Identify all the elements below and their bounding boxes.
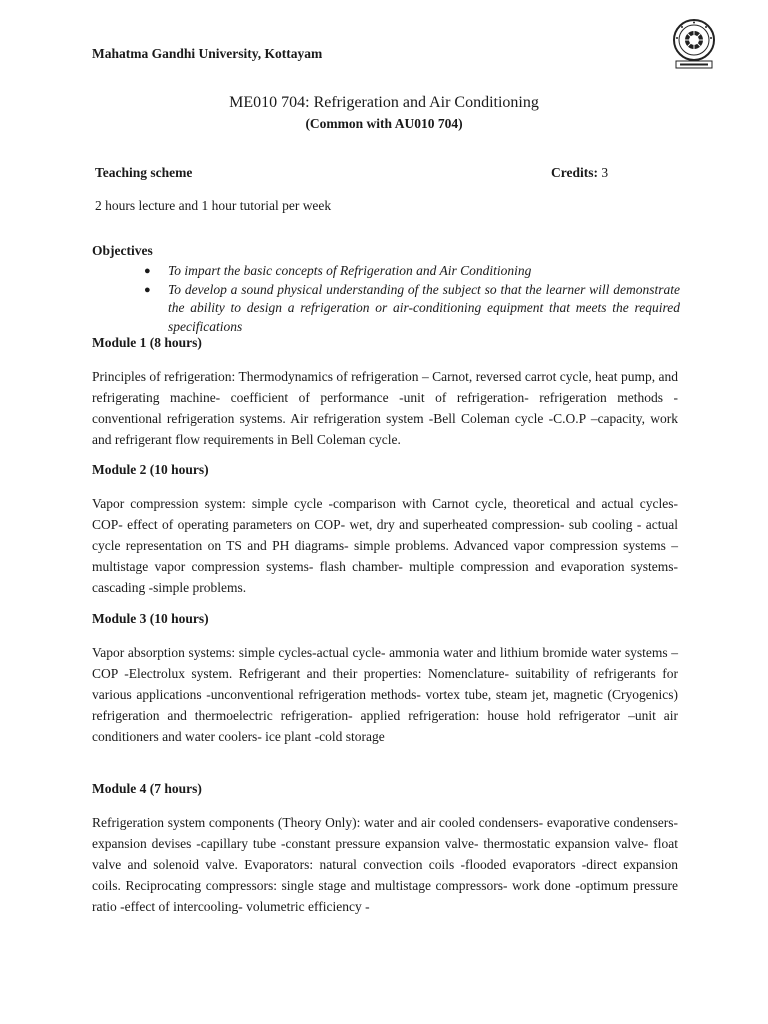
university-name: Mahatma Gandhi University, Kottayam xyxy=(92,46,323,61)
objective-item xyxy=(140,262,680,281)
objectives-heading: Objectives xyxy=(92,243,153,258)
module-1-heading: Module 1 (8 hours) xyxy=(92,335,202,350)
course-title: ME010 704: Refrigeration and Air Conditioning xyxy=(229,94,539,111)
course-subtitle: (Common with AU010 704) xyxy=(305,116,463,131)
module-4-heading: Module 4 (7 hours) xyxy=(92,781,202,796)
bullet-icon: ● xyxy=(144,283,151,296)
credits-label: Credits: xyxy=(551,165,598,180)
credits xyxy=(551,165,608,181)
module-2-heading: Module 2 (10 hours) xyxy=(92,462,209,477)
module-2-text: Vapor compression system: simple cycle -comparison with Carnot cycle, theoretical and actual cycles- COP- effect of operating parameters on COP- wet, dry and superheated compression- sub cooling - actual cycle representation on TS and PH diagrams- simple problems. Advanced vapor compression systems – multistage vapor compression systems- flash chamber- multiple compression and evaporation systems- cascading -simple problems. xyxy=(92,496,678,595)
university-seal-icon xyxy=(668,18,720,70)
credits-value: 3 xyxy=(601,165,609,180)
objective-text: To develop a sound physical understanding of the subject so that the learner will demonstrate the ability to design a refrigeration or air-conditioning equipment that meets the required specifications xyxy=(168,281,680,334)
module-3-text: Vapor absorption systems: simple cycles-actual cycle- ammonia water and lithium bromide water systems – COP -Electrolux system. Refrigerant and their properties: Nomenclature- suitability of refrigerants for various applications -unconventional refrigeration methods- vortex tube, steam jet, magnetic (Cryogenics) refrigeration and thermoelectric refrigeration- applied refrigeration: house hold refrigerator –unit air conditioners and water coolers- ice plant -cold storage xyxy=(92,645,678,744)
lecture-hours: 2 hours lecture and 1 hour tutorial per week xyxy=(95,198,332,213)
module-4-text: Refrigeration system components (Theory Only): water and air cooled condensers- evaporative condensers- expansion devises -capillary tube -constant pressure expansion valve- thermostatic expansion valve- float valve and solenoid valve. Evaporators: natural convection coils -flooded evaporators -direct expansion coils. Reciprocating compressors: single stage and multistage compressors- work done -optimum pressure ratio -effect of intercooling- volumetric efficiency - xyxy=(92,815,678,914)
objectives-list xyxy=(140,262,680,336)
objective-text: To impart the basic concepts of Refrigeration and Air Conditioning xyxy=(168,263,532,278)
module-1-text: Principles of refrigeration: Thermodynamics of refrigeration – Carnot, reversed carrot cycle, heat pump, and refrigerating machine- coefficient of performance -unit of refrigeration- refrigeration methods - conventional refrigeration systems. Air refrigeration system -Bell Coleman cycle -C.O.P –capacity, work and refrigerant flow requirements in Bell Coleman cycle. xyxy=(92,369,678,447)
bullet-icon: ● xyxy=(144,265,151,277)
module-3-heading: Module 3 (10 hours) xyxy=(92,611,209,626)
teaching-scheme-label: Teaching scheme xyxy=(95,165,193,180)
objective-item xyxy=(140,281,680,337)
